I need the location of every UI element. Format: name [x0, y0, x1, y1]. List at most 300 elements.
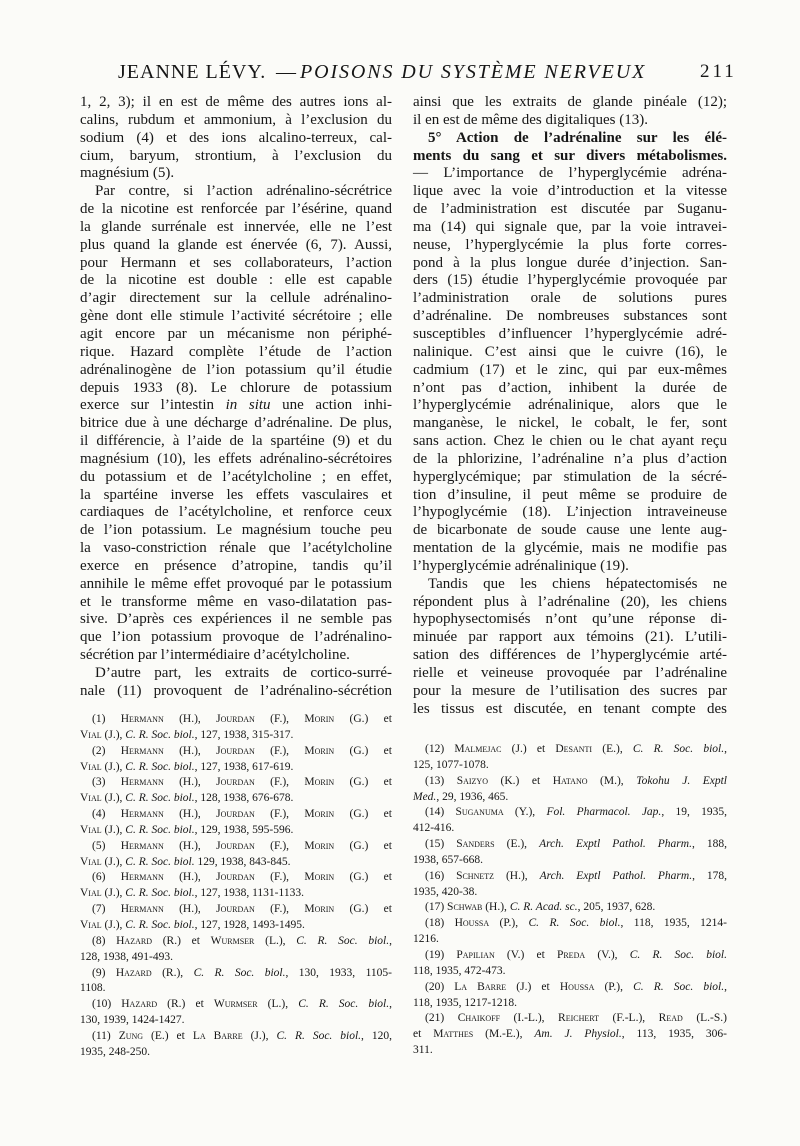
text-segment: la spartéine inverse les effets vasculaires et	[80, 486, 392, 503]
text-line	[413, 504, 727, 522]
footnote	[80, 712, 392, 744]
italic-text: C. R. Soc. biol.	[629, 948, 727, 961]
author-name: Hermann	[120, 871, 164, 884]
author-name: Vial	[80, 792, 102, 805]
text-line	[80, 487, 392, 505]
italic-text: C. R. Soc. biol.	[125, 728, 195, 741]
text-segment: (G.) et	[334, 839, 392, 852]
text-segment: (12)	[425, 743, 455, 755]
footnote-line	[413, 916, 727, 932]
text-segment: sive. D’après ces expériences il ne semble pas	[80, 611, 392, 628]
footnote-line	[413, 932, 727, 948]
text-segment: (H.),	[163, 808, 217, 821]
text-line	[413, 558, 727, 576]
text-line	[413, 201, 727, 219]
text-segment: (14)	[425, 806, 456, 819]
text-segment: , 120,	[361, 1029, 392, 1042]
text-segment: nalinique. C’est ainsi que le cuivre (16), le	[413, 343, 727, 360]
text-segment: pour Hermann et ses collaborateurs, l’action	[80, 254, 392, 271]
text-segment: l’hyperglycémie adrénalinique, alors que le	[413, 397, 727, 414]
text-segment: exerce en présence d’atropine, tandis qu’il	[80, 557, 392, 574]
footnote	[80, 934, 392, 966]
italic-text: in situ	[225, 397, 271, 414]
italic-text: C. R. Soc. biol.	[298, 998, 390, 1011]
text-line	[413, 611, 727, 629]
text-line	[413, 433, 727, 451]
text-line	[413, 94, 727, 112]
italic-text: C. R. Soc. biol.	[125, 760, 195, 773]
text-segment: , 130, 1933, 1105-	[285, 966, 392, 979]
text-line	[413, 308, 727, 326]
text-segment: 1935, 248-250.	[80, 1045, 150, 1058]
text-line	[80, 165, 392, 183]
text-segment: , 188,	[691, 838, 727, 851]
text-segment: cardiaques de l’acétylcholine, et renforce ceux	[80, 504, 392, 521]
text-segment: (H.),	[482, 901, 510, 914]
text-line	[413, 647, 727, 665]
author-name: Wurmser	[210, 934, 255, 947]
text-segment: que l’ion potassium provoque de l’adrénalino-	[80, 629, 392, 646]
text-line	[80, 397, 392, 415]
text-segment: 1, 2, 3); il en est de même des autres ions al-	[80, 94, 392, 110]
footnote-line	[413, 853, 727, 869]
author-name: Read	[658, 1012, 683, 1025]
body-column-left	[80, 94, 392, 701]
text-segment: (F.),	[254, 713, 305, 725]
text-segment: (P.),	[489, 917, 529, 930]
author-name: Jourdan	[216, 839, 255, 852]
text-segment: de la phlorizine, l’adrénaline n’a plus d’action	[413, 450, 727, 467]
text-segment: (M.-E.),	[473, 1028, 535, 1041]
author-name: Morin	[304, 713, 335, 725]
italic-text: C. R. Soc. biol.	[296, 934, 390, 947]
text-segment: (H.),	[163, 744, 217, 757]
footnote-line	[413, 964, 727, 980]
text-segment: (R.) et	[152, 934, 211, 947]
text-segment: (20)	[425, 980, 455, 993]
text-segment: minuée par rapport aux témoins (21). L’utili-	[413, 629, 727, 646]
footnote-line	[80, 1013, 392, 1029]
author-name: Jourdan	[216, 776, 255, 789]
italic-text: C. R. Acad. sc.	[509, 901, 578, 914]
text-segment: 125, 1077-1078.	[413, 758, 489, 771]
text-segment: 118, 1935, 1217-1218.	[413, 996, 518, 1009]
text-segment: pond à la plus longue durée d’injection. San-	[413, 254, 727, 271]
text-line	[80, 290, 392, 308]
text-segment: sans action. Chez le chien ou le chat ayant reçu	[413, 433, 727, 450]
footnote-line	[413, 742, 727, 758]
text-line	[413, 665, 727, 683]
text-segment: plus quand la glande est énervée (6, 7). Aussi,	[80, 236, 392, 253]
footnotes-right	[413, 742, 727, 1059]
text-segment: (H.),	[163, 839, 217, 852]
text-line	[80, 469, 392, 487]
author-name: Vial	[80, 918, 102, 931]
text-segment: (V.) et	[494, 948, 557, 961]
text-segment: calins, rubdum et ammonium, à l’exclusion du	[80, 111, 392, 128]
italic-text: C. R. Soc. biol.	[125, 823, 195, 836]
footnote-line	[80, 870, 392, 886]
author-name: Hazard	[115, 966, 152, 979]
text-segment: les tissus est discutée, en tenant compte des	[413, 700, 727, 717]
text-line	[80, 183, 392, 201]
text-segment: ma (14) qui signale que, par la voie intravei-	[413, 218, 727, 235]
text-segment: (7)	[92, 903, 121, 916]
author-name: Jourdan	[216, 808, 255, 821]
author-name: Hazard	[121, 998, 158, 1011]
footnote-line	[80, 1029, 392, 1045]
text-segment: 1108.	[80, 982, 106, 995]
text-segment: (G.) et	[334, 871, 392, 884]
text-segment: (6)	[92, 871, 121, 884]
author-name: Hermann	[120, 903, 164, 916]
footnote-line	[413, 821, 727, 837]
italic-text: C. R. Soc. biol.	[193, 966, 286, 979]
text-segment: depuis 1933 (8). Le chlorure de potassium	[80, 379, 392, 396]
text-line	[413, 255, 727, 273]
text-segment: (F.),	[254, 744, 305, 757]
text-segment: , 178,	[692, 869, 728, 882]
text-segment: rique. Hazard complète l’étude de l’action	[80, 343, 392, 360]
author-name: Jourdan	[216, 903, 255, 916]
footnote-line	[80, 728, 392, 744]
text-segment: (L.),	[257, 998, 299, 1011]
text-segment: de l’administration est discutée par Suganu-	[413, 201, 727, 218]
text-line	[80, 344, 392, 362]
author-name: Morin	[304, 744, 335, 757]
text-segment: tion d’insuline, il peut même se produire de	[413, 486, 727, 503]
author-name: Malmejac	[454, 743, 502, 755]
text-segment: (R.),	[151, 966, 194, 979]
text-segment: (J.),	[101, 728, 126, 741]
text-segment: magnésium (10), les effets adrénalino-sécrétoires	[80, 450, 392, 467]
author-name: Morin	[304, 776, 335, 789]
italic-text: C. R. Soc. biol.	[528, 917, 621, 930]
text-segment: hyperglycémique; par stimulation de la sécré-	[413, 468, 727, 485]
footnote	[413, 742, 727, 774]
footnote	[80, 966, 392, 998]
author-name: Vial	[80, 760, 102, 773]
text-segment: répondent plus à l’adrénaline (20), les chiens	[413, 593, 727, 610]
footnote	[80, 775, 392, 807]
text-segment: (R.) et	[157, 998, 214, 1011]
text-segment: lique avec la voie d’introduction et la vitesse	[413, 183, 727, 200]
paragraph	[80, 94, 392, 183]
footnote-line	[413, 790, 727, 806]
text-segment: sodium (4) et des ions alcalino-terreux, cal-	[80, 129, 392, 146]
text-segment: , 129, 1938, 595-596.	[194, 823, 294, 836]
bold-heading-text: ments du sang et sur divers métabolismes.	[413, 147, 727, 164]
footnote-line	[80, 1045, 392, 1061]
text-segment: ,	[389, 934, 392, 947]
text-segment: 1938, 657-668.	[413, 853, 483, 866]
italic-text: Med.	[413, 790, 437, 803]
italic-text: Am. J. Physiol.	[534, 1028, 622, 1041]
italic-text: C. R. Soc. biol.	[125, 918, 195, 931]
author-name: Matthes	[433, 1028, 474, 1041]
text-segment: 130, 1939, 1424-1427.	[80, 1014, 185, 1027]
text-line	[413, 219, 727, 237]
text-segment: (G.) et	[334, 903, 392, 916]
footnote-line	[80, 823, 392, 839]
author-name: Desanti	[555, 743, 593, 755]
author-name: Vial	[80, 887, 102, 900]
text-segment: (13)	[425, 774, 457, 787]
text-line	[413, 415, 727, 433]
footnote-line	[413, 980, 727, 996]
footnote	[413, 837, 727, 869]
text-segment: (G.) et	[334, 744, 392, 757]
page-number: 211	[700, 61, 737, 82]
text-segment: il en est de même des digitaliques (13).	[413, 111, 648, 128]
text-line	[413, 683, 727, 701]
footnote-line	[413, 758, 727, 774]
italic-text: Arch. Exptl Pathol. Pharm.	[539, 838, 692, 851]
footnote-line	[413, 805, 727, 821]
author-name: La Barre	[192, 1029, 243, 1042]
footnote	[80, 997, 392, 1029]
text-segment: et	[413, 1028, 434, 1041]
footnote	[413, 948, 727, 980]
text-segment: 128, 1938, 491-493.	[80, 950, 173, 963]
footnote	[413, 869, 727, 901]
text-line	[80, 272, 392, 290]
author-name: Saizyo	[456, 774, 488, 787]
text-segment: (H.),	[163, 903, 217, 916]
italic-text: C. R. Soc. biol.	[125, 792, 195, 805]
italic-text: Arch. Exptl Pathol. Pharm.	[539, 869, 693, 882]
text-segment: d’adrénaline. De nombreuses substances sont	[413, 308, 727, 325]
text-segment: de bicarbonate de soude cause une lente aug-	[413, 522, 727, 539]
footnote	[413, 805, 727, 837]
footnote-line	[80, 839, 392, 855]
text-line	[413, 487, 727, 505]
footnotes-left	[80, 712, 392, 1061]
text-line	[413, 165, 727, 183]
author-name: Hermann	[120, 744, 164, 757]
text-segment: 129, 1938, 843-845.	[194, 855, 291, 868]
text-segment: Par contre, si l’action adrénalino-sécrétrice	[95, 183, 392, 200]
text-segment: (I.-L.),	[500, 1012, 559, 1025]
text-segment: annihile le même effet provoqué par le potassium	[80, 575, 392, 592]
footnote-line	[80, 918, 392, 934]
text-segment: D’autre part, les extraits de cortico-surré-	[95, 665, 392, 681]
text-segment: bitrice due à une décharge d’adrénaline. De plus,	[80, 415, 392, 432]
text-segment: (E.),	[592, 743, 633, 755]
author-name: Vial	[80, 855, 102, 868]
text-line	[413, 272, 727, 290]
text-segment: hypophysectomisés n’ont qu’une réponse di-	[413, 611, 727, 628]
text-line	[80, 201, 392, 219]
footnote-line	[80, 775, 392, 791]
text-line	[413, 451, 727, 469]
text-segment: ,	[724, 743, 727, 755]
text-segment: (10)	[92, 998, 122, 1011]
text-segment: (F.),	[254, 839, 305, 852]
footnote-line	[413, 1011, 727, 1027]
footnote	[80, 870, 392, 902]
text-segment: (L.),	[254, 934, 297, 947]
text-segment: mentation de la glycémie, mais ne modifie pas	[413, 540, 727, 557]
footnote	[413, 980, 727, 1012]
text-segment: (21)	[425, 1012, 458, 1025]
text-segment: (H.),	[163, 776, 217, 789]
text-segment: susceptibles d’influencer l’hyperglycémie adré-	[413, 325, 727, 342]
footnote	[80, 839, 392, 871]
paragraph	[80, 665, 392, 701]
footnote-line	[80, 807, 392, 823]
text-segment: , 128, 1938, 676-678.	[194, 792, 294, 805]
text-segment: l’hyperglycémie adrénalinique (19).	[413, 557, 629, 574]
author-name: Houssa	[559, 980, 595, 993]
footnote-line	[413, 1027, 727, 1043]
text-segment: , 127, 1928, 1493-1495.	[194, 918, 305, 931]
footnote-line	[80, 966, 392, 982]
text-line	[413, 594, 727, 612]
text-segment: (11)	[92, 1029, 119, 1042]
text-line	[80, 576, 392, 594]
text-line	[413, 380, 727, 398]
text-segment: (G.) et	[334, 713, 392, 725]
text-line	[413, 130, 727, 148]
text-line	[413, 397, 727, 415]
header-author: JEANNE LÉVY.	[118, 61, 267, 83]
text-segment: , 127, 1938, 617-619.	[194, 760, 294, 773]
footnote-line	[413, 774, 727, 790]
text-segment: (15)	[425, 838, 457, 851]
text-segment: (J.),	[101, 823, 126, 836]
author-name: Hazard	[116, 934, 152, 947]
header-separator: —	[276, 61, 296, 83]
text-segment: l’hypoglycémie (18). L’injection intraveineuse	[413, 504, 727, 521]
text-segment: (9)	[92, 966, 116, 979]
text-segment: ,	[724, 980, 727, 993]
text-segment: (L.-S.)	[682, 1012, 727, 1025]
author-name: Morin	[304, 808, 335, 821]
text-line	[80, 540, 392, 558]
text-segment: (E.) et	[143, 1029, 193, 1042]
text-segment: 1216.	[413, 933, 439, 946]
text-segment: d’agir directement sur la cellule adrénalino-	[80, 290, 392, 307]
text-segment: une action inhi-	[270, 397, 393, 414]
text-segment: (19)	[425, 948, 457, 961]
text-segment: cadmium (17) et le zinc, qui par eux-mêmes	[413, 361, 727, 378]
footnote-line	[413, 900, 727, 916]
text-line	[80, 148, 392, 166]
italic-text: C. R. Soc. biol.	[276, 1029, 362, 1042]
text-segment: ainsi que les extraits de glande pinéale (12);	[413, 94, 727, 110]
text-line	[413, 326, 727, 344]
footnote-line	[80, 902, 392, 918]
text-segment: (3)	[92, 776, 121, 789]
author-name: Chaikoff	[457, 1012, 501, 1025]
text-segment: neuse, l’hyperglycémie la plus forte corres-	[413, 236, 727, 253]
text-segment: manganèse, le nickel, le cobalt, le fer, sont	[413, 415, 727, 432]
text-line	[80, 683, 392, 701]
footnote-line	[80, 712, 392, 728]
text-segment: (G.) et	[334, 808, 392, 821]
text-segment: (J.) et	[506, 980, 560, 993]
footnote	[413, 1011, 727, 1059]
body-column-right	[413, 94, 727, 719]
text-line	[413, 540, 727, 558]
text-segment: (F.),	[254, 903, 305, 916]
text-segment: (H.),	[494, 869, 540, 882]
text-segment: (J.),	[242, 1029, 277, 1042]
text-segment: rielle et veineuse provoquée par l’adrénaline	[413, 665, 727, 681]
paragraph	[80, 183, 392, 665]
footnote	[413, 774, 727, 806]
author-name: Hermann	[120, 808, 164, 821]
text-segment: (F.-L.),	[599, 1012, 659, 1025]
text-line	[80, 112, 392, 130]
text-segment: (F.),	[254, 871, 305, 884]
footnote	[413, 916, 727, 948]
footnote-line	[413, 996, 727, 1012]
text-line	[80, 219, 392, 237]
text-line	[80, 362, 392, 380]
text-segment: adrénalinogène de l’ion potassium qu’il étudie	[80, 361, 392, 378]
text-segment: (V.),	[585, 948, 630, 961]
text-segment: (G.) et	[334, 776, 392, 789]
footnote	[413, 900, 727, 916]
text-segment: ,	[389, 998, 392, 1011]
text-line	[80, 647, 392, 665]
text-line	[80, 611, 392, 629]
bold-heading-text: 5° Action de l’adrénaline sur les élé-	[428, 129, 727, 146]
text-line	[413, 576, 727, 594]
text-segment: 311.	[413, 1044, 433, 1057]
text-line	[80, 433, 392, 451]
author-name: Hermann	[120, 713, 164, 725]
text-segment: il différencie, à l’aide de la spartéine (9) et du	[80, 433, 392, 450]
author-name: Jourdan	[216, 744, 255, 757]
text-line	[413, 701, 727, 719]
text-segment: cium, baryum, strontium, à l’exclusion du	[80, 147, 392, 164]
italic-text: C. R. Soc. biol.	[632, 743, 725, 755]
text-segment: (2)	[92, 744, 121, 757]
footnote-line	[413, 869, 727, 885]
italic-text: C. R. Soc. biol.	[125, 887, 195, 900]
text-line	[80, 94, 392, 112]
text-segment: l’administration orale de solutions pures	[413, 290, 727, 307]
text-segment: (E.),	[494, 838, 540, 851]
text-segment: de l’ion potassium. Le magnésium touche peu	[80, 522, 392, 539]
text-segment: (5)	[92, 839, 121, 852]
text-line	[413, 148, 727, 166]
text-segment: 1935, 420-38.	[413, 885, 478, 898]
text-segment: Tandis que les chiens hépatectomisés ne	[428, 575, 727, 592]
text-segment: et le transforme même en vaso-dilatation pas-	[80, 593, 392, 610]
text-segment: — L’importance de l’hyperglycémie adréna-	[413, 165, 727, 182]
text-segment: gène dont elle stimule l’activité sécrétoire ; elle	[80, 308, 392, 325]
author-name: Schnetz	[456, 869, 495, 882]
text-line	[80, 451, 392, 469]
author-name: Morin	[304, 871, 335, 884]
text-segment: (K.) et	[487, 774, 553, 787]
text-line	[413, 522, 727, 540]
text-line	[413, 629, 727, 647]
italic-text: C. R. Soc. biol.	[125, 855, 195, 868]
text-segment: (Y.),	[503, 806, 547, 819]
paragraph	[413, 94, 727, 130]
text-segment: pour la mesure de l’utilisation des sucres par	[413, 682, 727, 699]
author-name: Papilian	[456, 948, 495, 961]
text-segment: (H.),	[163, 713, 217, 725]
footnote-line	[80, 744, 392, 760]
text-segment: sation des différences de l’hyperglycémie arté-	[413, 647, 727, 664]
footnote	[80, 744, 392, 776]
